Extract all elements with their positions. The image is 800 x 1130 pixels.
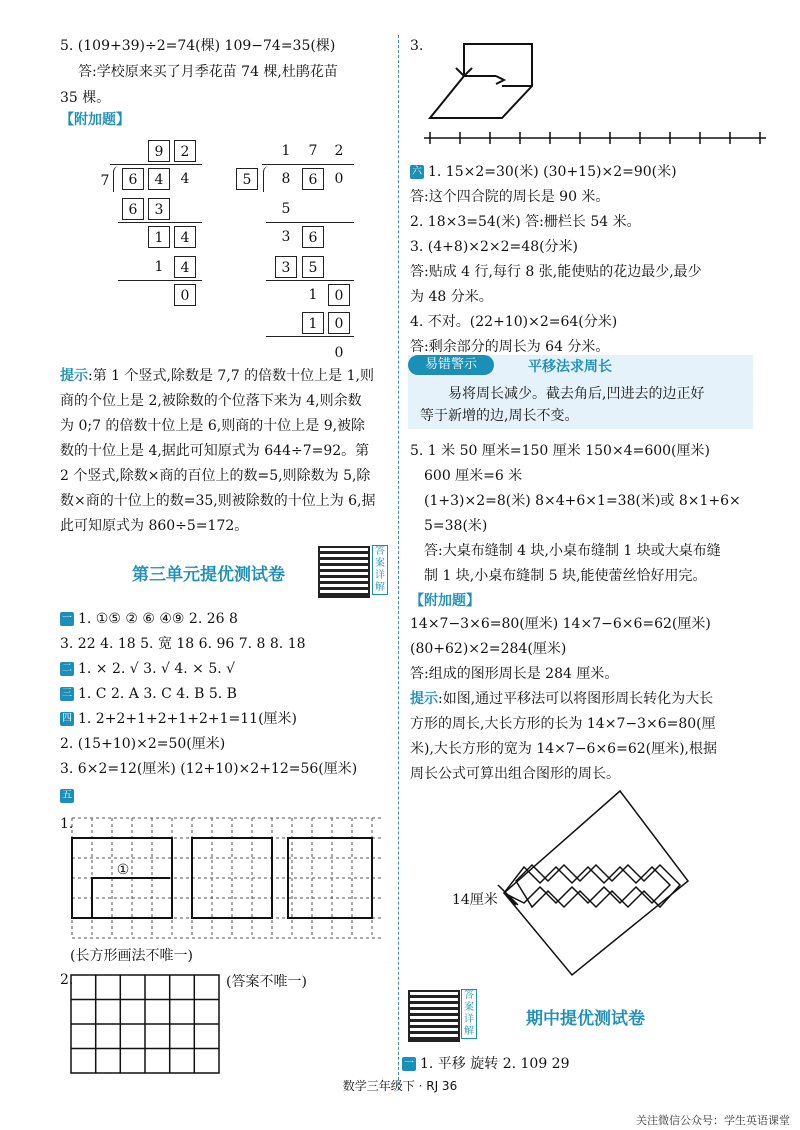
answer-row: 3. (4+8)×2×2=48(分米) xyxy=(410,239,579,255)
answer-row: 答:这个四合院的周长是 90 米。 xyxy=(410,189,610,205)
division-bracket xyxy=(113,166,122,192)
digit: 7 xyxy=(308,143,318,159)
division-bar xyxy=(110,164,202,165)
fujia-label-right: 【附加题】 xyxy=(410,593,480,609)
answer-row: 二 1. × 2. √ 3. √ 4. × 5. √ xyxy=(62,661,236,677)
q3-label: 3. xyxy=(410,38,424,54)
hint-line: 提示:第 1 个竖式,除数是 7,7 的倍数十位上是 1,则 xyxy=(60,368,374,384)
answer-row: 600 厘米=6 米 xyxy=(424,468,523,484)
fujia-label-left: 【附加题】 xyxy=(60,112,130,128)
q1-label: 1. xyxy=(60,816,74,832)
q5-line2: 答:学校原来买了月季花苗 74 棵,杜鹃花苗 xyxy=(78,64,338,80)
q2-note: (答案不唯一) xyxy=(226,974,307,990)
hint-line: 2 个竖式,除数×商的百位上的数=5,则除数为 5,除 xyxy=(60,468,371,484)
answer-row: 制 1 块,小桌布缝制 5 块,能使蕾丝恰好用完。 xyxy=(424,568,707,584)
answer-row: 五 xyxy=(62,790,72,801)
division-rule xyxy=(118,280,202,281)
answer-row: 一 1. ①⑤ ② ⑥ ④⑨ 2. 26 8 xyxy=(62,611,238,627)
digit-box: 3 xyxy=(275,256,297,278)
division-rule xyxy=(266,280,354,281)
hint-line: 为 0;7 的倍数十位上是 6,则商的十位上是 9,被除 xyxy=(60,418,366,434)
page-footer: 数学三年级下 · RJ 36 xyxy=(342,1079,458,1093)
figure-dimension-label: 14厘米 xyxy=(452,892,498,908)
hint-line: 方形的周长,大长方形的长为 14×7−3×6=80(厘 xyxy=(410,716,716,732)
qr-code[interactable] xyxy=(318,546,370,598)
answer-row: 3. 6×2=12(厘米) (12+10)×2+12=56(厘米) xyxy=(60,761,358,777)
digit: 0 xyxy=(334,345,344,361)
rotated-rect-figure xyxy=(440,785,700,980)
digit-box: 6 xyxy=(302,168,324,190)
column-divider xyxy=(398,35,399,1090)
answer-row: 14×7−3×6=80(厘米) 14×7−6×6=62(厘米) xyxy=(410,616,711,632)
hint-line: 此可知原式为 860÷5=172。 xyxy=(60,518,249,534)
answer-row: 三 1. C 2. A 3. C 4. B 5. B xyxy=(62,686,237,702)
answer-row: 答:贴成 4 行,每行 8 张,能使贴的花边最少,最少 xyxy=(410,264,702,280)
section-title-midterm: 期中提优测试卷 xyxy=(526,1009,645,1029)
answer-row: (1+3)×2=8(米) 8×4+6×1=38(米)或 8×1+6× xyxy=(424,493,741,509)
digit: 3 xyxy=(281,229,291,245)
answer-row: 答:剩余部分的周长为 64 分米。 xyxy=(410,339,610,355)
answer-row: 一 1. 平移 旋转 2. 109 29 xyxy=(404,1056,570,1072)
digit-box: 4 xyxy=(174,256,196,278)
division-rule xyxy=(266,336,354,337)
hint-line: 数×商的十位上的数=35,则被除数的十位上为 6,据 xyxy=(60,493,376,509)
digit-box: 3 xyxy=(148,198,170,220)
digit-box: 6 xyxy=(122,168,144,190)
answer-row: 2. (15+10)×2=50(厘米) xyxy=(60,736,226,752)
answer-row: 四 1. 2+2+1+2+1+2+1=11(厘米) xyxy=(62,711,298,727)
q5-line1: 5. (109+39)÷2=74(棵) 109−74=35(棵) xyxy=(60,38,336,54)
digit-box: 6 xyxy=(302,226,324,248)
warning-title: 平移法求周长 xyxy=(528,359,612,375)
hint-line: 周长公式可算出组合图形的周长。 xyxy=(410,766,620,782)
answer-row: 为 48 分米。 xyxy=(410,289,493,305)
division-rule xyxy=(266,222,354,223)
division-rule xyxy=(118,222,202,223)
digit: 1 xyxy=(281,143,291,159)
digit: 1 xyxy=(308,287,318,303)
hint-line: 提示:如图,通过平移法可以将图形周长转化为大长 xyxy=(410,691,714,707)
answer-row: 六 1. 15×2=30(米) (30+15)×2=90(米) xyxy=(412,164,677,180)
digit-box: 9 xyxy=(148,140,170,162)
qr-caption: 答案详解 xyxy=(372,545,388,595)
digit-box: 1 xyxy=(148,226,170,248)
hint-label: 提示 xyxy=(410,691,438,707)
q5-line3: 35 棵。 xyxy=(60,90,111,106)
answer-row: 5. 1 米 50 厘米=150 厘米 150×4=600(厘米) xyxy=(410,443,710,459)
digit-box: 2 xyxy=(174,140,196,162)
answer-row: 5=38(米) xyxy=(424,518,488,534)
digit: 0 xyxy=(334,171,344,187)
hint-label: 提示 xyxy=(60,368,88,384)
answer-row: 3. 22 4. 18 5. 宽 18 6. 96 7. 8 8. 18 xyxy=(60,636,306,652)
digit-box: 4 xyxy=(148,168,170,190)
hint-line: 商的个位上是 2,被除数的个位落下来为 4,则余数 xyxy=(60,393,362,409)
warning-badge: 易错警示 xyxy=(408,355,494,375)
digit-box: 6 xyxy=(122,198,144,220)
section-title-unit3: 第三单元提优测试卷 xyxy=(132,565,285,585)
division-bracket xyxy=(263,166,272,192)
hint-line: 数的十位上是 4,据此可知原式为 644÷7=92。第 xyxy=(60,443,370,459)
translation-figure xyxy=(420,36,770,156)
answer-row: 答:大桌布缝制 4 块,小桌布缝制 1 块或大桌布缝 xyxy=(424,543,721,559)
digit: 1 xyxy=(154,259,164,275)
q2-label: 2. xyxy=(60,972,74,988)
answer-row: (80+62)×2=284(厘米) xyxy=(410,641,567,657)
watermark: 关注微信公众号：学生英语课堂 xyxy=(636,1114,790,1127)
warning-text: 等于新增的边,周长不变。 xyxy=(420,408,579,424)
digit-box: 5 xyxy=(236,168,258,190)
section-tag: 六 xyxy=(412,166,422,177)
digit-box: 5 xyxy=(302,256,324,278)
answer-row: 4. 不对。(22+10)×2=64(分米) xyxy=(410,314,618,330)
digit-box: 0 xyxy=(328,312,350,334)
digit-box: 0 xyxy=(328,284,350,306)
warning-text: 易将周长减少。截去角后,凹进去的边正好 xyxy=(448,386,705,402)
square-grid-figure xyxy=(70,974,222,1076)
circle-one-mark: ① xyxy=(116,862,130,878)
qr-code[interactable] xyxy=(408,990,460,1042)
divisor: 7 xyxy=(100,173,110,189)
digit: 8 xyxy=(281,171,291,187)
digit-box: 4 xyxy=(174,226,196,248)
answer-row: 答:组成的图形周长是 284 厘米。 xyxy=(410,666,619,682)
qr-caption: 答案详解 xyxy=(461,989,477,1039)
answer-row: 2. 18×3=54(米) 答:栅栏长 54 米。 xyxy=(410,214,641,230)
digit-box: 0 xyxy=(174,284,196,306)
hint-line: 米),大长方形的宽为 14×7−6×6=62(厘米),根据 xyxy=(410,741,718,757)
rect-note: (长方形画法不唯一) xyxy=(70,948,193,964)
digit-box: 1 xyxy=(302,312,324,334)
division-bar xyxy=(262,164,354,165)
digit: 5 xyxy=(281,201,291,217)
digit: 2 xyxy=(334,143,344,159)
digit: 4 xyxy=(180,171,190,187)
